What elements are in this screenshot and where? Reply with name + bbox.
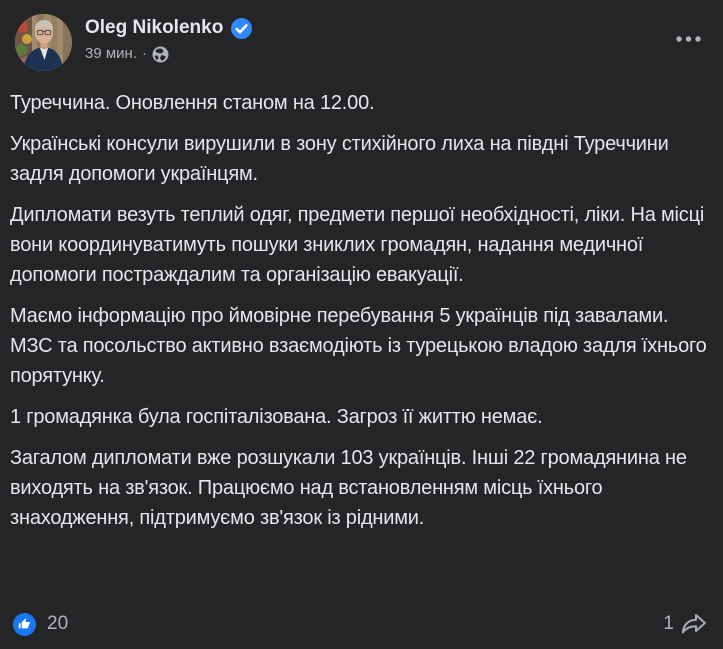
- post-meta: [85, 45, 252, 63]
- timestamp[interactable]: 39 мин.: [85, 45, 137, 62]
- post-body: [0, 71, 723, 533]
- share-arrow-icon: [680, 611, 708, 637]
- like-count: 20: [47, 613, 69, 634]
- ellipsis-icon: [676, 36, 701, 42]
- like-summary[interactable]: [13, 613, 68, 636]
- post-paragraph: Українські консули вирушили в зону стихійного лиха на півдні Туреччини задля допомоги українцям.: [10, 133, 669, 185]
- globe-public-icon: [152, 46, 169, 63]
- post-header: [0, 0, 723, 71]
- post-paragraph: Дипломати везуть теплий одяг, предмети першої необхідності, ліки. На місці вони координуватимуть пошуки зниклих громадян, надання медичної допомоги постраждалим та організацію евакуації.: [10, 204, 705, 286]
- post-paragraph: Маємо інформацію про ймовірне перебування 5 українців під завалами. МЗС та посольство активно взаємодіють із турецькою владою задля їхнього порятунку.: [10, 305, 707, 387]
- post-menu-button[interactable]: [670, 30, 707, 48]
- post-paragraph: 1 громадянка була госпіталізована. Загроз її життю немає.: [10, 406, 543, 428]
- reaction-bar: [0, 606, 723, 642]
- share-count: 1: [663, 613, 674, 634]
- post-paragraph: Загалом дипломати вже розшукали 103 українців. Інші 22 громадянина не виходять на зв'язок. Працюємо над встановленням місць їхнього знаходження, підтримуємо зв'язок із рідними.: [10, 447, 687, 529]
- avatar-image: [15, 14, 72, 71]
- author-name[interactable]: Oleg Nikolenko: [85, 17, 224, 38]
- share-summary[interactable]: [663, 611, 708, 637]
- verified-badge-icon: [231, 18, 252, 39]
- like-reaction-icon: [13, 613, 36, 636]
- post-paragraph: Туреччина. Оновлення станом на 12.00.: [10, 92, 375, 114]
- header-info: [85, 14, 252, 63]
- meta-separator: ·: [142, 45, 147, 62]
- avatar[interactable]: [15, 14, 72, 71]
